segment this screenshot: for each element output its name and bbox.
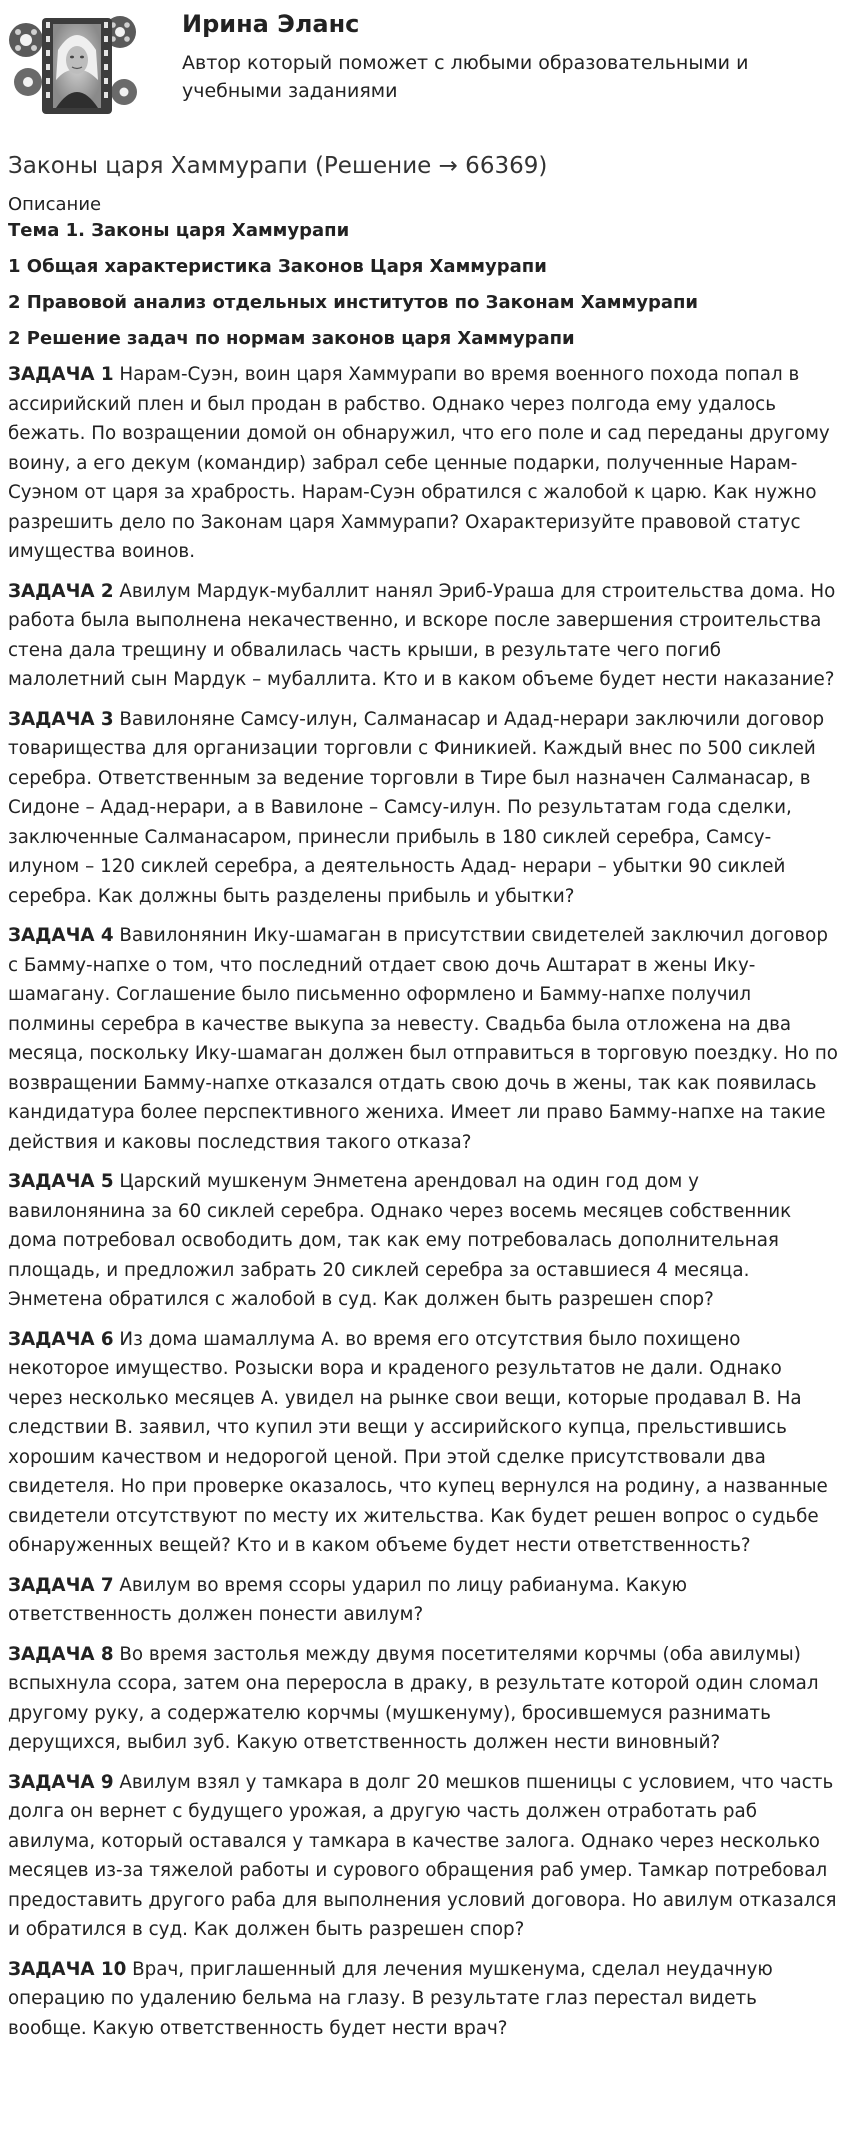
task-text: Авилум во время ссоры ударил по лицу рабианума. Какую ответственность должен понести авилум?	[8, 1574, 688, 1625]
description-label: Описание	[8, 194, 102, 215]
task-text: Во время застолья между двумя посетителями корчмы (оба авилумы) вспыхнула ссора, затем она переросла в драку, в результате которой один сломал другому руку, а содержателю корчмы (мушкенуму), бросившемуся разнимать дерущихся, выбил зуб. Какую ответственность должен нести виновный?	[8, 1643, 819, 1753]
task-text: Врач, приглашенный для лечения мушкенума, сделал неудачную операцию по удалению бельма на глазу. В результате глаз перестал видеть вообще. Какую ответственность будет нести врач?	[8, 1958, 773, 2039]
author-photo-film-frame-icon	[6, 10, 141, 120]
task-label: ЗАДАЧА 5	[8, 1171, 114, 1192]
task-text: Авилум взял у тамкара в долг 20 мешков пшеницы с условием, что часть долга он вернет с будущего урожая, а другую часть должен отработать раб авилума, который оставался у тамкара в качестве залога. Однако через несколько месяцев из-за тяжелой работы и сурового обращения раб умер. Тамкар потребовал предоставить другого раба для выполнения условий договора. Но авилум отказался и обратился в суд. Как должен быть разрешен спор?	[8, 1771, 837, 1940]
task-label: ЗАДАЧА 9	[8, 1771, 114, 1793]
task-item	[8, 1325, 839, 1561]
task-item	[8, 705, 839, 912]
task-label: ЗАДАЧА 8	[8, 1643, 114, 1665]
task-item	[8, 360, 839, 567]
task-text: Вавилонянин Ику-шамаган в присутствии свидетелей заключил договор с Бамму-напхе о том, что последний отдает свою дочь Аштарат в жены Ику-шамагану. Соглашение было письменно оформлено и Бамму-напхе получил полмины серебра в качестве выкупа за невесту. Свадьба была отложена на два месяца, поскольку Ику-шамаган должен был отправиться в торговую поездку. Но по возвращении Бамму-напхе отказался отдать свою дочь в жены, так как появилась кандидатура более перспективного жениха. Имеет ли право Бамму-напхе на такие действия и каковы последствия такого отказа?	[8, 925, 838, 1153]
section-heading-tasks: 2 Решение задач по нормам законов царя Хаммурапи	[8, 328, 575, 349]
task-label: ЗАДАЧА 3	[8, 708, 114, 730]
task-text: Вавилоняне Самсу-илун, Салманасар и Адад-нерари заключили договор товарищества для организации торговли с Финикией. Каждый внес по 500 сиклей серебра. Ответственным за ведение торговли в Тире был назначен Салманасар, в Сидоне – Адад-нерари, а в Вавилоне – Самсу-илун. По результатам года сделки, заключенные Салманасаром, принесли прибыль в 180 сиклей серебра, Самсу-илуном – 120 сиклей серебра, а деятельность Адад- нерари – убытки 90 сиклей серебра. Как должны быть разделены прибыль и убытки?	[8, 708, 825, 907]
task-label: ЗАДАЧА 7	[8, 1574, 114, 1596]
task-item	[8, 1167, 839, 1315]
author-header	[0, 0, 847, 132]
task-label: ЗАДАЧА 4	[8, 925, 114, 946]
task-text: Из дома шамаллума А. во время его отсутствия было похищено некоторое имущество. Розыски вора и краденого результатов не дали. Однако через несколько месяцев А. увидел на рынке свои вещи, которые продавал В. На следствии В. заявил, что купил эти вещи у ассирийского купца, прельстившись хорошим качеством и недорогой ценой. При этой сделке присутствовали два свидетеля. Но при проверке оказалось, что купец вернулся на родину, а названные свидетели отсутствуют по месту их жительства. Как будет решен вопрос о судьбе обнаруженных вещей? Кто и в каком объеме будет нести ответственность?	[8, 1328, 828, 1556]
author-description: Автор который поможет с любыми образовательными и учебными заданиями	[182, 52, 749, 102]
task-item	[8, 1571, 839, 1630]
page-title: Законы царя Хаммурапи (Решение → 66369)	[8, 153, 548, 179]
main-content	[0, 150, 847, 2043]
task-item	[8, 577, 839, 695]
task-list	[8, 360, 839, 2043]
task-item	[8, 1955, 839, 2044]
author-name[interactable]: Ирина Эланс	[182, 10, 360, 38]
task-item	[8, 921, 839, 1157]
task-text: Нарам-Суэн, воин царя Хаммурапи во время военного похода попал в ассирийский плен и был продан в рабство. Однако через полгода ему удалось бежать. По возращении домой он обнаружил, что его поле и сад переданы другому воину, а его декум (командир) забрал себе ценные подарки, полученные Нарам-Суэном от царя за храбрость. Нарам-Суэн обратился с жалобой к царю. Как нужно разрешить дело по Законам царя Хаммурапи? Охарактеризуйте правовой статус имущества воинов.	[8, 364, 830, 562]
task-text: Авилум Мардук-мубаллит нанял Эриб-Ураша для строительства дома. Но работа была выполнена некачественно, и вскоре после завершения строительства стена дала трещину и обвалилась часть крыши, в результате чего погиб малолетний сын Мардук – мубаллита. Кто и в каком объеме будет нести наказание?	[8, 580, 836, 690]
task-item	[8, 1768, 839, 1945]
task-text: Царский мушкенум Энметена арендовал на один год дом у вавилонянина за 60 сиклей серебра. Однако через восемь месяцев собственник дома потребовал освободить дом, так как ему потребовалась дополнительная площадь, и предложил забрать 20 сиклей серебра за оставшиеся 4 месяца. Энметена обратился с жалобой в суд. Как должен быть разрешен спор?	[8, 1171, 792, 1310]
section-heading-general: 1 Общая характеристика Законов Царя Хаммурапи	[8, 256, 547, 277]
task-label: ЗАДАЧА 1	[8, 364, 114, 385]
task-label: ЗАДАЧА 2	[8, 580, 114, 602]
theme-heading: Тема 1. Законы царя Хаммурапи	[8, 220, 350, 241]
task-item	[8, 1640, 839, 1758]
task-label: ЗАДАЧА 10	[8, 1958, 127, 1980]
section-heading-analysis: 2 Правовой анализ отдельных институтов по Законам Хаммурапи	[8, 292, 699, 313]
author-avatar[interactable]	[6, 10, 141, 120]
task-label: ЗАДАЧА 6	[8, 1328, 114, 1350]
